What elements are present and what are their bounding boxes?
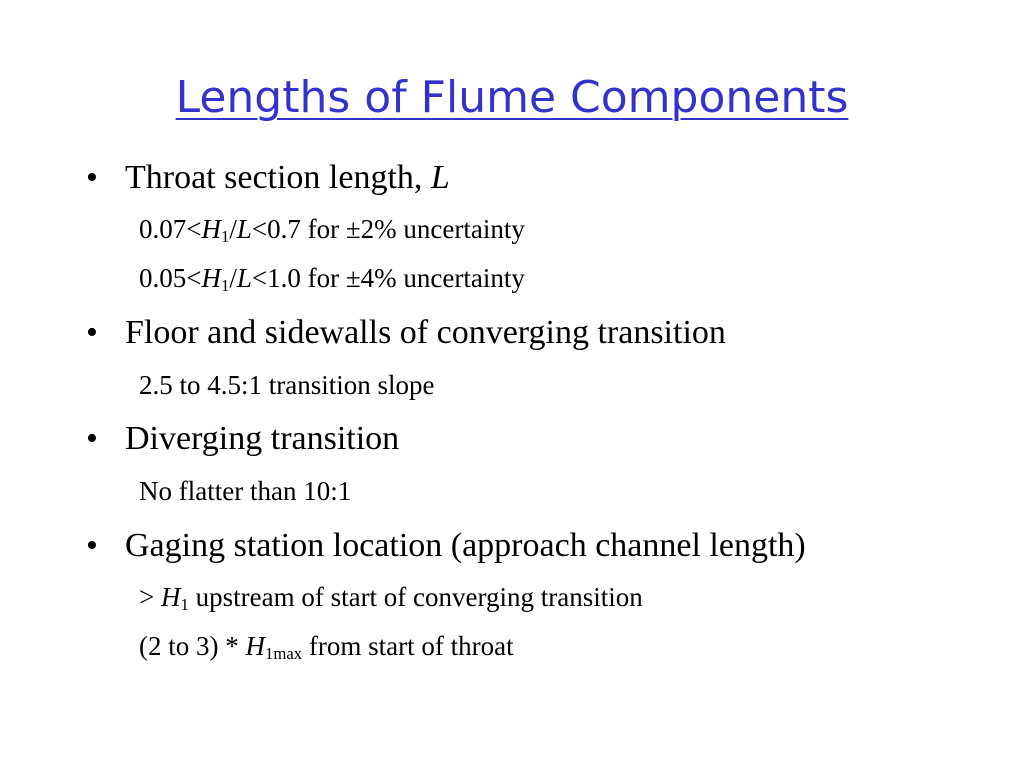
sub-item-2pct-uncertainty: [139, 212, 525, 246]
bullet-throat-length: [86, 158, 450, 198]
bullet-icon: •: [86, 314, 98, 351]
slide-title: Lengths of Flume Components: [175, 72, 849, 123]
sub-item-throat-start: [139, 629, 514, 663]
bullet-icon: •: [86, 420, 98, 457]
var-h: H: [160, 582, 181, 612]
sub-item-no-flatter: [139, 474, 351, 508]
sub-item-transition-slope: [139, 368, 434, 402]
sub-text: >: [139, 582, 161, 612]
var-l: L: [236, 263, 252, 293]
subscript: 1: [180, 595, 189, 615]
var-h: H: [201, 263, 221, 293]
sub-text: 0.05<: [139, 263, 202, 293]
var-h: H: [201, 214, 221, 244]
subscript: 1: [220, 276, 230, 296]
bullet-gaging-station: [86, 526, 806, 566]
bullet-text: Diverging transition: [125, 420, 400, 457]
var-h: H: [245, 631, 265, 661]
sub-text: No flatter than 10:1: [139, 476, 352, 506]
sub-text: upstream of start of converging transition: [188, 582, 643, 612]
sub-item-upstream: [139, 580, 643, 614]
sub-text: 2.5 to 4.5:1 transition slope: [139, 370, 435, 400]
sub-text: (2 to 3) *: [139, 631, 246, 661]
bullet-floor-sidewalls: [86, 313, 726, 353]
var-l: L: [236, 214, 252, 244]
bullet-text: Floor and sidewalls of converging transition: [125, 314, 726, 351]
sub-text: /: [229, 214, 237, 244]
bullet-var-l: L: [430, 159, 450, 196]
bullet-icon: •: [86, 527, 98, 564]
bullet-text: Throat section length,: [125, 159, 431, 196]
sub-text: <1.0 for ±4% uncertainty: [251, 263, 525, 293]
bullet-diverging-transition: [86, 419, 399, 459]
sub-text: /: [229, 263, 237, 293]
bullet-icon: •: [86, 159, 98, 196]
subscript: 1: [220, 227, 230, 247]
sub-item-4pct-uncertainty: [139, 261, 525, 295]
sub-text: from start of throat: [302, 631, 514, 661]
subscript: 1max: [264, 644, 303, 664]
sub-text: 0.07<: [139, 214, 202, 244]
sub-text: <0.7 for ±2% uncertainty: [251, 214, 525, 244]
bullet-text: Gaging station location (approach channel length): [125, 527, 806, 564]
